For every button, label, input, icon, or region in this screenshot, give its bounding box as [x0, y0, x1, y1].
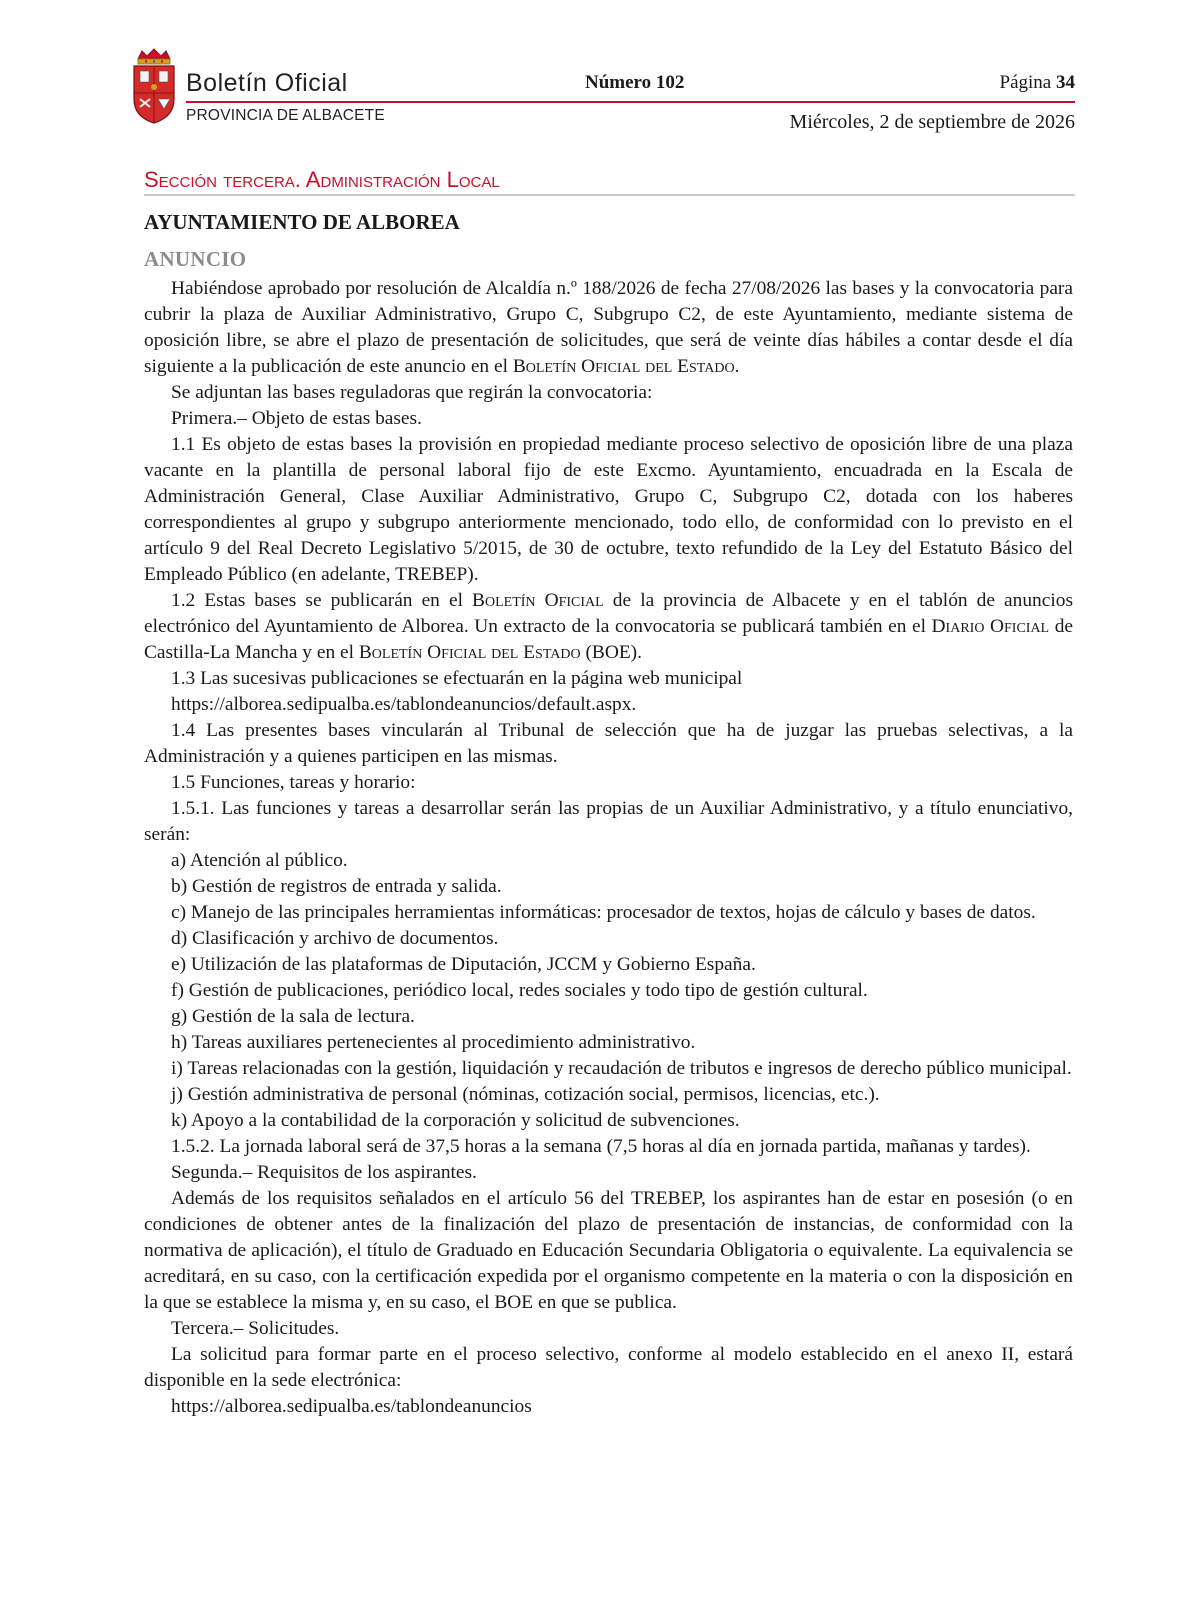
section-title: Sección tercera. Administración Local — [144, 167, 500, 192]
page-number — [1000, 71, 1075, 95]
paragraph: Además de los requisitos señalados en el artículo 56 del TREBEP, los aspirantes han de estar en posesión (o en condiciones de obtener antes de la finalización del plazo de presentación de instancias, de conformidad con la normativa de aplicación), el título de Graduado en Educación Secundaria Obligatoria o equivalente. La equivalencia se acreditará, en su caso, con la certificación expedida por el organismo competente en la materia o con la disposición en la que se establece la misma y, en su caso, el BOE en que se publica. — [144, 1188, 1073, 1313]
paragraph: 1.3 Las sucesivas publicaciones se efectuarán en la página web municipal — [171, 668, 743, 689]
announcement-body — [144, 276, 1073, 1420]
paragraph: 1.5.2. La jornada laboral será de 37,5 horas a la semana (7,5 horas al día en jornada partida, mañanas y tardes). — [171, 1136, 1031, 1157]
clause-heading: Segunda.– Requisitos de los aspirantes. — [171, 1162, 477, 1183]
bulletin-title: Boletín Oficial — [186, 69, 348, 97]
list-item: e) Utilización de las plataformas de Diputación, JCCM y Gobierno España. — [171, 954, 756, 975]
list-item: j) Gestión administrativa de personal (nóminas, cotización social, permisos, licencias, etc.). — [171, 1084, 880, 1105]
list-item: h) Tareas auxiliares pertenecientes al procedimiento administrativo. — [171, 1032, 696, 1053]
paragraph: Se adjuntan las bases reguladoras que regirán la convocatoria: — [171, 382, 653, 403]
issue-number: Número 102 — [585, 72, 685, 93]
coat-of-arms-icon — [132, 47, 176, 125]
page-label: Página — [999, 72, 1052, 93]
list-item: d) Clasificación y archivo de documentos. — [171, 928, 499, 949]
list-item: c) Manejo de las principales herramientas informáticas: procesador de textos, hojas de cálculo y bases de datos. — [171, 902, 1036, 923]
page-value: 34 — [1056, 72, 1075, 93]
url-text: https://alborea.sedipualba.es/tablondeanuncios/default.aspx. — [171, 694, 637, 715]
url-text: https://alborea.sedipualba.es/tablondeanuncios — [171, 1396, 532, 1417]
paragraph: 1.1 Es objeto de estas bases la provisión en propiedad mediante proceso selectivo de oposición libre de una plaza vacante en la plantilla de personal laboral fijo de este Excmo. Ayuntamiento, encuadrada en la Escala de Administración General, Clase Auxiliar Administrativo, Grupo C, Subgrupo C2, dotada con los haberes correspondientes al grupo y subgrupo anteriormente mencionado, todo ello, de conformidad con lo previsto en el artículo 9 del Real Decreto Legislativo 5/2015, de 30 de octubre, texto refundido de la Ley del Estatuto Básico del Empleado Público (en adelante, TREBEP). — [144, 434, 1073, 585]
paragraph: 1.5.1. Las funciones y tareas a desarrollar serán las propias de un Auxiliar Administrativo, y a título enunciativo, serán: — [144, 798, 1073, 845]
list-item: b) Gestión de registros de entrada y salida. — [171, 876, 502, 897]
list-item: a) Atención al público. — [171, 850, 348, 871]
issue-date: Miércoles, 2 de septiembre de 2026 — [789, 111, 1075, 133]
list-item: g) Gestión de la sala de lectura. — [171, 1006, 415, 1027]
paragraph: La solicitud para formar parte en el proceso selectivo, conforme al modelo establecido en el anexo II, estará disponible en la sede electrónica: — [144, 1344, 1073, 1391]
list-item: i) Tareas relacionadas con la gestión, liquidación y recaudación de tributos e ingresos de derecho público municipal. — [171, 1058, 1072, 1079]
paragraph: 1.5 Funciones, tareas y horario: — [171, 772, 416, 793]
bulletin-province: PROVINCIA DE ALBACETE — [186, 107, 385, 124]
entity-name: AYUNTAMIENTO DE ALBOREA — [144, 210, 460, 234]
document-type: ANUNCIO — [144, 247, 247, 271]
paragraph: 1.2 Estas bases se publicarán en el Boletín Oficial de la provincia de Albacete y en el tablón de anuncios electrónico del Ayuntamiento de Alborea. Un extracto de la convocatoria se publicará también en el Diario Oficial de Castilla-La Mancha y en el Boletín Oficial del Estado (BOE). — [144, 590, 1073, 663]
paragraph: 1.4 Las presentes bases vincularán al Tribunal de selección que ha de juzgar las pruebas selectivas, a la Administración y a quienes participen en las mismas. — [144, 720, 1073, 767]
section-divider — [144, 194, 1075, 196]
list-item: f) Gestión de publicaciones, periódico local, redes sociales y todo tipo de gestión cultural. — [171, 980, 868, 1001]
clause-heading: Primera.– Objeto de estas bases. — [171, 408, 422, 429]
clause-heading: Tercera.– Solicitudes. — [171, 1318, 340, 1339]
list-item: k) Apoyo a la contabilidad de la corporación y solicitud de subvenciones. — [171, 1110, 740, 1131]
paragraph: Habiéndose aprobado por resolución de Alcaldía n.º 188/2026 de fecha 27/08/2026 las bases y la convocatoria para cubrir la plaza de Auxiliar Administrativo, Grupo C, Subgrupo C2, de este Ayuntamiento, mediante sistema de oposición libre, se abre el plazo de presentación de solicitudes, que será de veinte días hábiles a contar desde el día siguiente a la publicación de este anuncio en el Boletín Oficial del Estado. — [144, 278, 1073, 377]
header-divider — [186, 101, 1075, 103]
